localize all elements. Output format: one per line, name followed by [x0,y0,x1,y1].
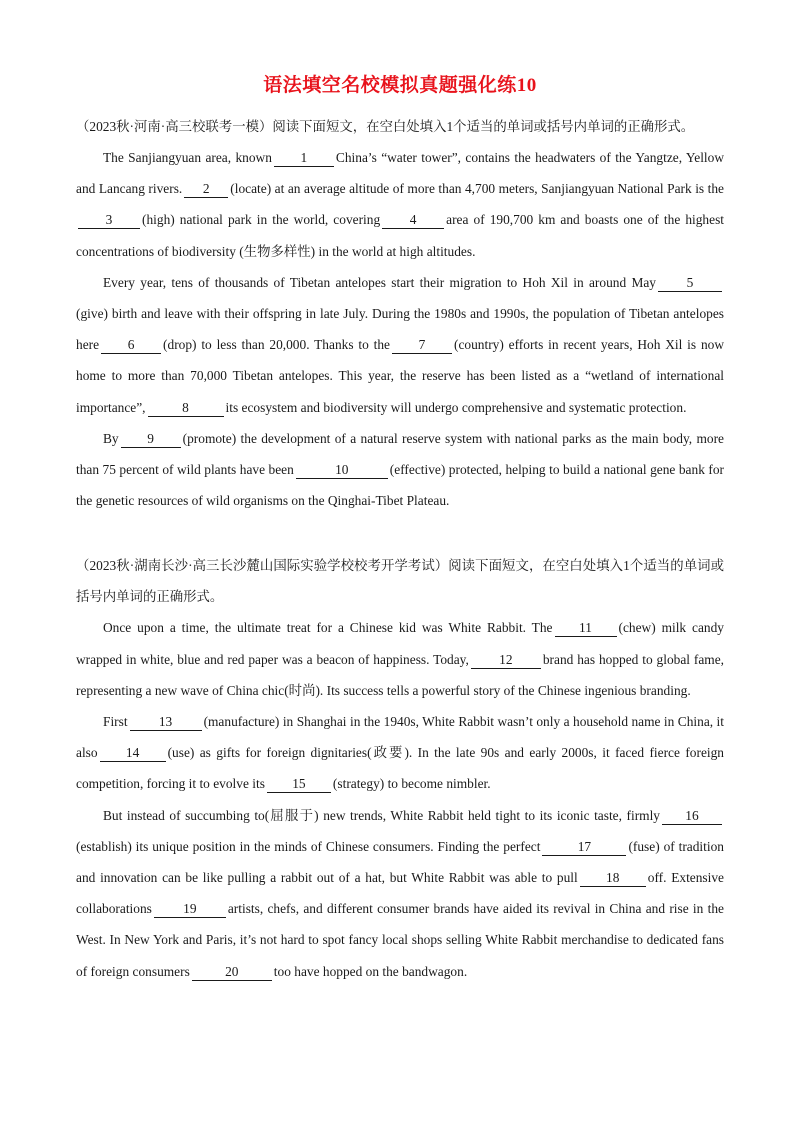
blank-14[interactable]: 14 [100,745,166,762]
blank-15[interactable]: 15 [267,776,331,793]
text: First [103,714,128,730]
text: artists, chefs, and different consumer brands have aided its revival in China and rise in the West. In New York and Paris, it’s not hard to spot fancy local shops selling White Rabbit merchandise to dedicated fans of foreign consumers [76,901,724,979]
text: (give) birth and leave with their offspring in late July. During the 1980s and 1990s, the population of Tibetan antelopes here [76,306,724,353]
blank-1[interactable]: 1 [274,150,334,167]
blank-12[interactable]: 12 [471,652,541,669]
exercise-section-2 [76,550,724,986]
text: But instead of succumbing to(屈服于) new trends, White Rabbit held tight to its iconic taste, firmly [103,807,660,823]
page-title: 语法填空名校模拟真题强化练10 [263,75,537,96]
blank-7[interactable]: 7 [392,337,452,354]
text: (country) efforts in recent years, Hoh Xil is now home to more than 70,000 Tibetan antelopes. This year, the reserve has been listed as a “wetland of international importance”, [76,337,725,415]
text: (effective) protected, helping to build a national gene bank for the genetic resources of wild organisms on the Qinghai-Tibet Plateau. [76,462,724,509]
text: (drop) to less than 20,000. Thanks to the [163,337,390,353]
section-1-source: （2023秋·河南·高三校联考一模）阅读下面短文，在空白处填入1个适当的单词或括号内单词的正确形式。 [76,119,695,134]
text: (manufacture) in Shanghai in the 1940s, White Rabbit wasn’t only a household name in China, it also [76,714,724,761]
blank-3[interactable]: 3 [78,212,140,229]
blank-5[interactable]: 5 [658,275,722,292]
text: off. Extensive collaborations [76,870,725,917]
s1-paragraph-3 [76,423,724,517]
text: (promote) the development of a natural reserve system with national parks as the main body, more than 75 percent of wild plants have been [76,430,724,478]
blank-11[interactable]: 11 [555,620,617,637]
s2-paragraph-1 [76,612,724,706]
blank-4[interactable]: 4 [382,212,444,229]
text: too have hopped on the bandwagon. [273,963,468,979]
blank-10[interactable]: 10 [296,462,388,479]
blank-9[interactable]: 9 [121,431,181,448]
blank-13[interactable]: 13 [130,714,202,731]
text: (establish) its unique position in the minds of Chinese consumers. Finding the perfect [76,838,541,854]
blank-6[interactable]: 6 [101,337,161,354]
text: Once upon a time, the ultimate treat for a Chinese kid was White Rabbit. The [103,620,553,636]
exercise-section-1 [76,111,724,516]
blank-18[interactable]: 18 [580,870,646,887]
text: (high) national park in the world, covering [142,212,381,228]
text: (chew) milk candy wrapped in white, blue and red paper was a beacon of happiness. Today, [76,620,724,667]
text: China’s “water tower”, contains the headwaters of the Yangtze, Yellow and Lancang rivers. [76,150,724,197]
blank-17[interactable]: 17 [542,839,626,856]
text: Every year, tens of thousands of Tibetan antelopes start their migration to Hoh Xil in around May [103,274,656,290]
blank-20[interactable]: 20 [192,964,272,981]
text: (use) as gifts for foreign dignitaries(政要). In the late 90s and early 2000s, it faced fierce foreign competition, forcing it to evolve its [76,745,724,792]
text: area of 190,700 km and boasts one of the highest concentrations of biodiversity (生物多样性) in the world at high altitudes. [76,212,724,259]
s1-paragraph-2 [76,267,724,423]
text: brand has hopped to global fame, representing a new wave of China chic(时尚). Its success tells a powerful story of the Chinese ingenious branding. [76,651,724,698]
text: The Sanjiangyuan area, known [103,150,272,165]
text: By [103,430,119,446]
blank-19[interactable]: 19 [154,901,226,918]
s2-paragraph-2 [76,706,724,800]
text: (strategy) to become nimbler. [332,776,491,792]
s1-paragraph-1 [76,142,724,267]
text: (locate) at an average altitude of more than 4,700 meters, Sanjiangyuan National Park is the [230,181,724,197]
text: (fuse) of tradition and innovation can be like pulling a rabbit out of a hat, but White Rabbit was able to pull [76,838,724,886]
text: its ecosystem and biodiversity will undergo comprehensive and systematic protection. [225,399,687,415]
blank-2[interactable]: 2 [184,181,228,198]
blank-8[interactable]: 8 [148,400,224,417]
s2-paragraph-3 [76,800,724,987]
section-2-source: （2023秋·湖南长沙·高三长沙麓山国际实验学校校考开学考试）阅读下面短文，在空白处填入1个适当的单词或括号内单词的正确形式。 [76,558,724,605]
blank-16[interactable]: 16 [662,808,722,825]
